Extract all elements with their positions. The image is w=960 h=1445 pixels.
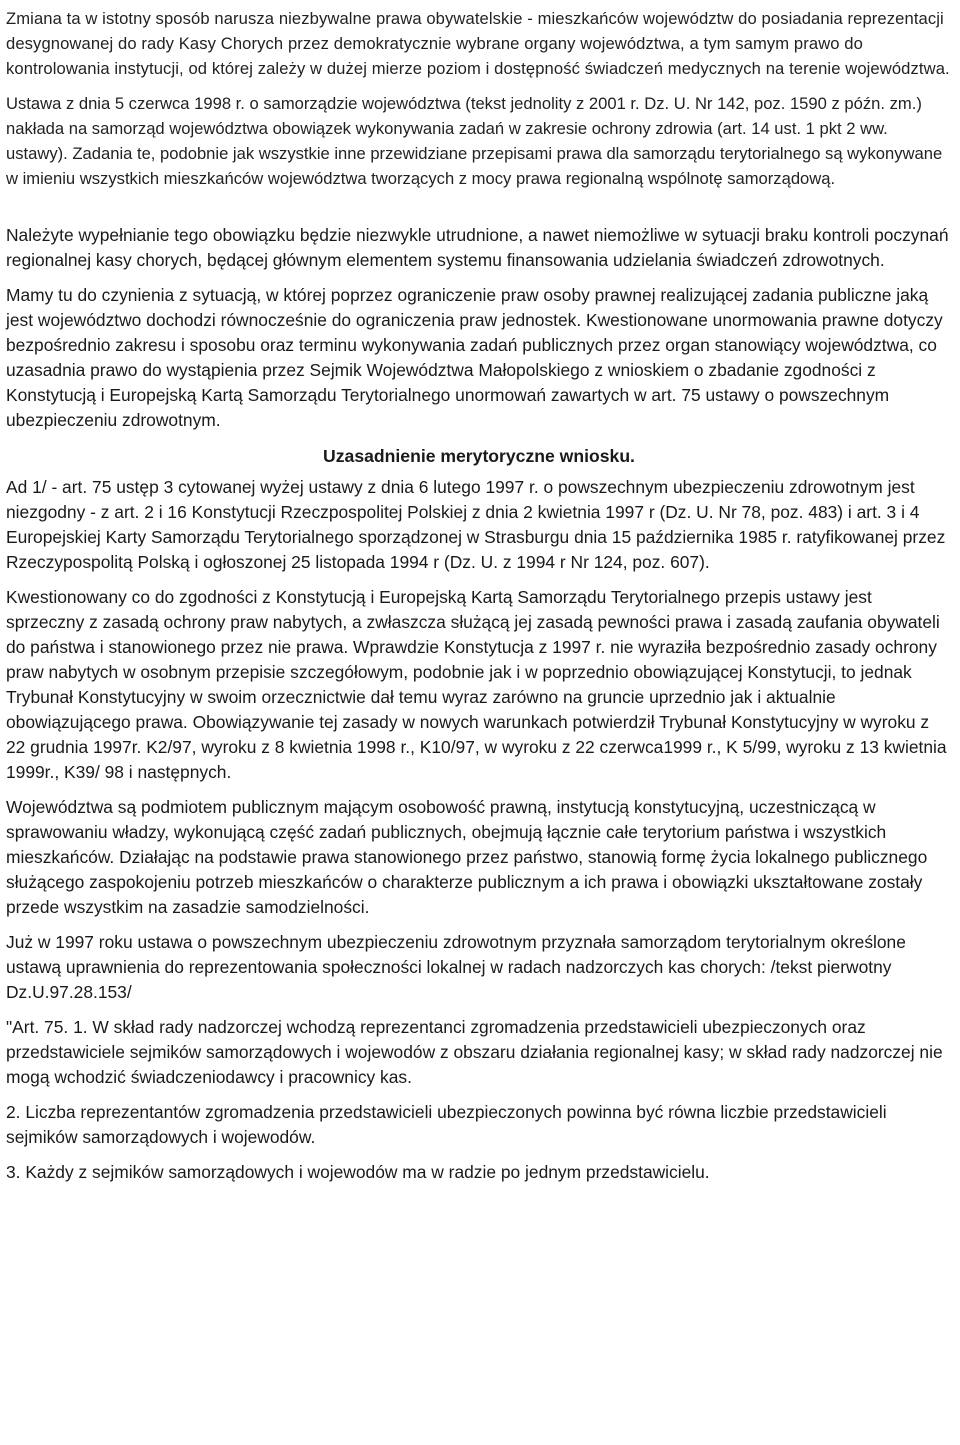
paragraph: Mamy tu do czynienia z sytuacją, w której poprzez ograniczenie praw osoby prawnej realizującej zadania publiczne jaką jest województwo dochodzi równocześnie do ograniczenia praw jednostek. Kwestionowane unormowania prawne dotyczy bezpośrednio zakresu i sposobu oraz terminu wykonywania zadań publicznych przez organ stanowiący województwa, co uzasadnia prawo do wystąpienia przez Sejmik Województwa Małopolskiego z wnioskiem o zbadanie zgodności z Konstytucją i Europejską Kartą Samorządu Terytorialnego unormowań zawartych w art. 75 ustawy o powszechnym ubezpieczeniu zdrowotnym.: [6, 285, 943, 430]
paragraph: Należyte wypełnianie tego obowiązku będzie niezwykle utrudnione, a nawet niemożliwe w sytuacji braku kontroli poczynań regionalnej kasy chorych, będącej głównym elementem systemu finansowania udzielania świadczeń zdrowotnych.: [6, 225, 949, 270]
paragraph: Ustawa z dnia 5 czerwca 1998 r. o samorządzie województwa (tekst jednolity z 2001 r. Dz. U. Nr 142, poz. 1590 z późn. zm.) nakłada na samorząd województwa obowiązek wykonywania zadań w zakresie ochrony zdrowia (art. 14 ust. 1 pkt 2 ww. ustawy). Zadania te, podobnie jak wszystkie inne przewidziane przepisami prawa dla samorządu terytorialnego są wykonywane w imieniu wszystkich mieszkańców województwa tworzących z mocy prawa regionalną wspólnotę samorządową.: [6, 94, 943, 188]
paragraph: "Art. 75. 1. W skład rady nadzorczej wchodzą reprezentanci zgromadzenia przedstawicieli ubezpieczonych oraz przedstawiciele sejmików samorządowych i wojewodów z obszaru działania regionalnej kasy; w skład rady nadzorczej nie mogą wchodzić świadczeniodawcy i pracownicy kas.: [6, 1017, 943, 1087]
section-heading: Uzasadnienie merytoryczne wniosku.: [323, 446, 635, 466]
paragraph: Zmiana ta w istotny sposób narusza niezbywalne prawa obywatelskie - mieszkańców województw do posiadania reprezentacji desygnowanej do rady Kasy Chorych przez demokratycznie wybrane organy województwa, a tym samym prawo do kontrolowania instytucji, od której zależy w dużej mierze poziom i dostępność świadczeń medycznych na terenie województwa.: [6, 9, 950, 78]
paragraph: Ad 1/ - art. 75 ustęp 3 cytowanej wyżej ustawy z dnia 6 lutego 1997 r. o powszechnym ubezpieczeniu zdrowotnym jest niezgodny - z art. 2 i 16 Konstytucji Rzeczpospolitej Polskiej z dnia 2 kwietnia 1997 r (Dz. U. Nr 78, poz. 483) i art. 3 i 4 Europejskiej Karty Samorządu Terytorialnego sporządzonej w Strasburgu dnia 15 października 1985 r. ratyfikowanej przez Rzeczypospolitą Polską i ogłoszonej 25 listopada 1994 r (Dz. U. z 1994 r Nr 124, poz. 607).: [6, 477, 946, 572]
paragraph: Województwa są podmiotem publicznym mającym osobowość prawną, instytucją konstytucyjną, uczestniczącą w sprawowaniu władzy, wykonującą część zadań publicznych, obejmują łącznie całe terytorium państwa i wszystkich mieszkańców. Działając na podstawie prawa stanowionego przez państwo, stanowią formę życia lokalnego publicznego służącego zaspokojeniu potrzeb mieszkańców o charakterze publicznym a ich prawa i obowiązki ukształtowane zostały przede wszystkim na zasadzie samodzielności.: [6, 797, 928, 917]
paragraph: Kwestionowany co do zgodności z Konstytucją i Europejską Kartą Samorządu Terytorialnego przepis ustawy jest sprzeczny z zasadą ochrony praw nabytych, a zwłaszcza służącą jej zasadą pewności prawa i zasadą zaufania obywateli do państwa i stanowionego przez nie prawa. Wprawdzie Konstytucja z 1997 r. nie wyraziła bezpośrednio zasady ochrony praw nabytych w osobnym przepisie szczegółowym, podobnie jak i w poprzednio obowiązującej Konstytucji, to jednak Trybunał Konstytucyjny w swoim orzecznictwie dał temu wyraz zarówno na gruncie uprzednio jak i aktualnie obowiązującego prawa. Obowiązywanie tej zasady w nowych warunkach potwierdził Trybunał Konstytucyjny w wyroku z 22 grudnia 1997r. K2/97, wyroku z 8 kwietnia 1998 r., K10/97, w wyroku z 22 czerwca1999 r., K 5/99, wyroku z 13 kwietnia 1999r., K39/ 98 i następnych.: [6, 587, 947, 782]
paragraph: 2. Liczba reprezentantów zgromadzenia przedstawicieli ubezpieczonych powinna być równa liczbie przedstawicieli sejmików samorządowych i wojewodów.: [6, 1102, 887, 1147]
paragraph: 3. Każdy z sejmików samorządowych i wojewodów ma w radzie po jednym przedstawicielu.: [6, 1162, 710, 1182]
paragraph: Już w 1997 roku ustawa o powszechnym ubezpieczeniu zdrowotnym przyznała samorządom terytorialnym określone ustawą uprawnienia do reprezentowania społeczności lokalnej w radach nadzorczych kas chorych: /tekst pierwotny Dz.U.97.28.153/: [6, 932, 906, 1002]
document-body: [6, 6, 952, 1185]
